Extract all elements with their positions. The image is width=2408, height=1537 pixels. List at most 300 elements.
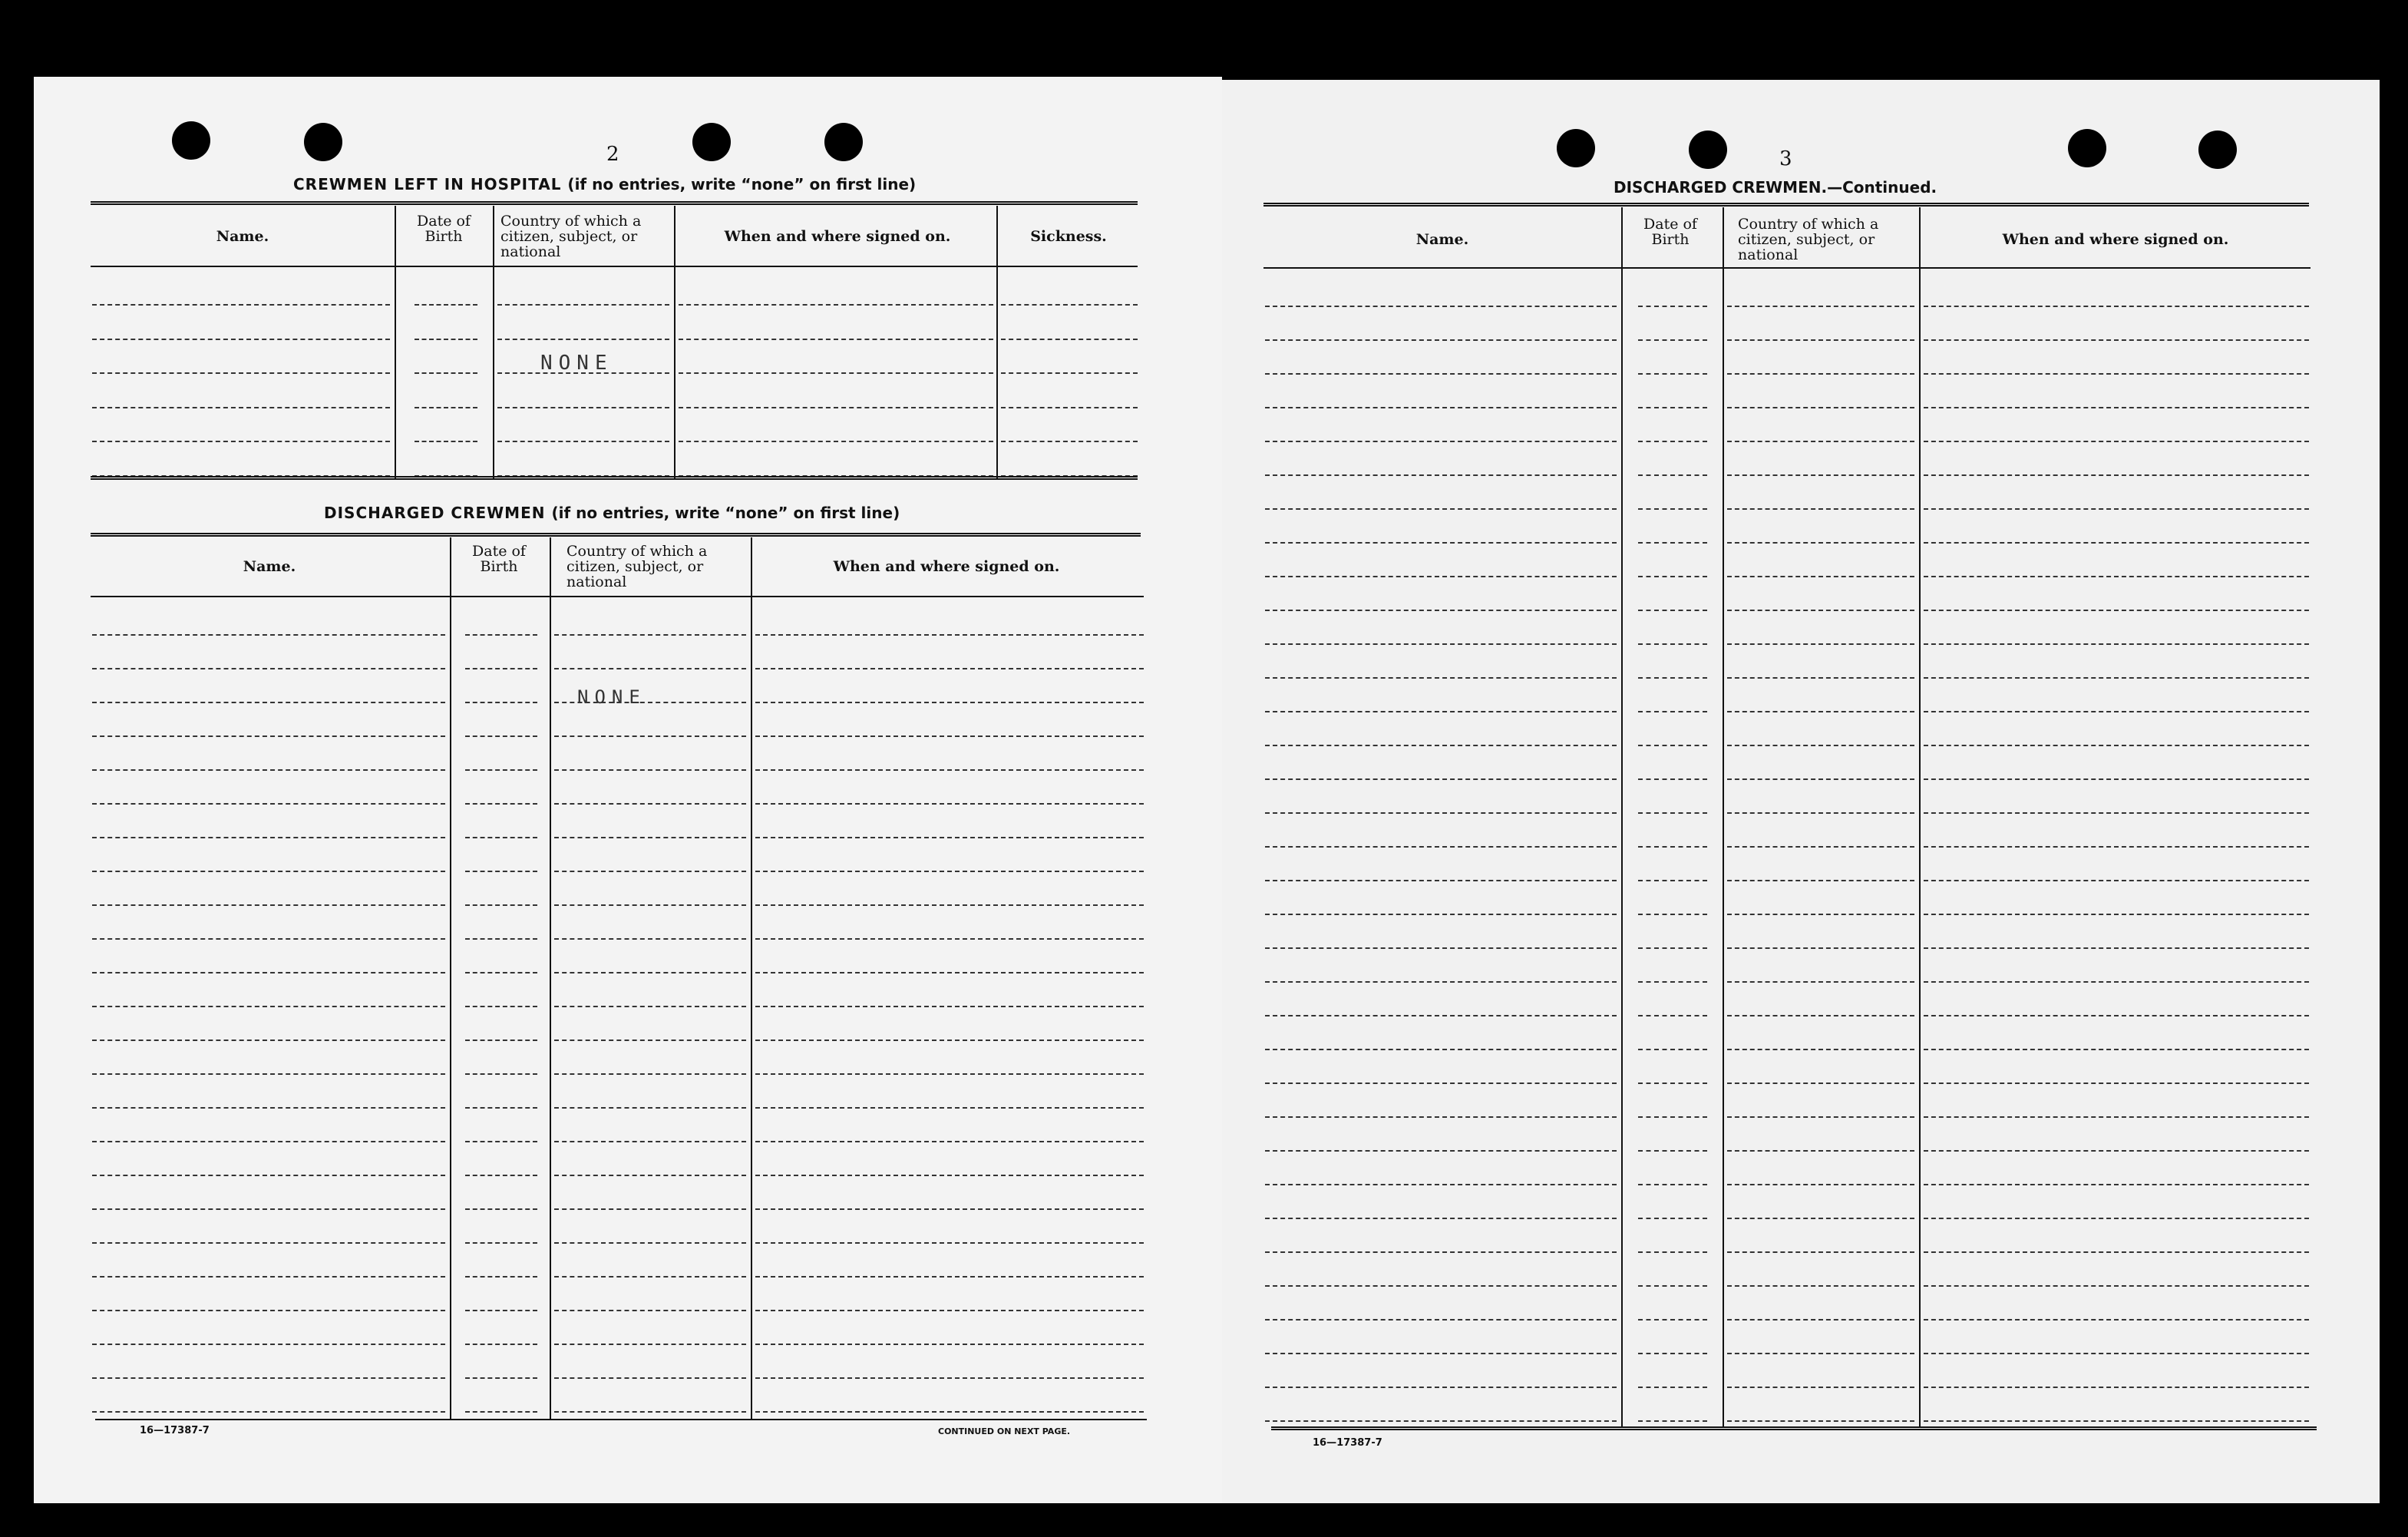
form-number: 16—17387-7 xyxy=(140,1425,210,1436)
ruled-line xyxy=(755,1006,1144,1007)
ruled-line xyxy=(554,1073,746,1075)
ruled-line xyxy=(1727,1218,1914,1219)
ruled-line xyxy=(497,339,669,340)
ruled-line xyxy=(465,1175,537,1176)
ruled-line xyxy=(755,668,1144,669)
ruled-line xyxy=(1638,1116,1707,1118)
right-header-rule xyxy=(1263,267,2311,269)
ruled-line xyxy=(1265,812,1617,814)
ruled-line xyxy=(1638,306,1707,307)
ruled-line xyxy=(554,1006,746,1007)
ruled-line xyxy=(1924,1420,2309,1422)
ruled-line xyxy=(554,972,746,973)
hospital-col-divider xyxy=(996,206,998,479)
ruled-line xyxy=(1727,306,1914,307)
ruled-line xyxy=(92,1411,445,1413)
ruled-line xyxy=(554,1175,746,1176)
ruled-line xyxy=(92,1107,445,1109)
ruled-line xyxy=(679,441,993,442)
hospital-table-top-rule xyxy=(91,201,1138,205)
ruled-line xyxy=(1727,947,1914,949)
ruled-line xyxy=(1638,508,1707,510)
ruled-line xyxy=(755,1242,1144,1244)
ruled-line xyxy=(1638,1049,1707,1050)
ruled-line xyxy=(1727,1251,1914,1253)
ruled-line xyxy=(755,938,1144,940)
ruled-line xyxy=(92,769,445,771)
ruled-line xyxy=(755,1276,1144,1278)
ruled-line xyxy=(92,634,445,636)
discharged-col-country: Country of which a citizen, subject, or national xyxy=(566,543,708,590)
ruled-line xyxy=(1924,1319,2309,1320)
ruled-line xyxy=(755,803,1144,805)
ruled-line xyxy=(1638,812,1707,814)
ruled-line xyxy=(1727,1319,1914,1320)
ruled-line xyxy=(1265,407,1617,408)
ruled-line xyxy=(1265,677,1617,679)
ruled-line xyxy=(1638,846,1707,848)
ruled-line xyxy=(1265,1150,1617,1152)
discharged-title-subtitle: (if no entries, write “none” on first line) xyxy=(551,504,900,522)
ruled-line xyxy=(1924,610,2309,611)
ruled-line xyxy=(755,1073,1144,1075)
ruled-line xyxy=(554,769,746,771)
ruled-line xyxy=(554,1040,746,1041)
ruled-line xyxy=(1638,981,1707,983)
ruled-line xyxy=(554,1208,746,1210)
ruled-line xyxy=(465,1344,537,1345)
ruled-line xyxy=(1638,373,1707,375)
ruled-line xyxy=(415,372,477,374)
ruled-line xyxy=(1727,441,1914,442)
ruled-line xyxy=(554,1344,746,1345)
ruled-line xyxy=(1638,677,1707,679)
ruled-line xyxy=(755,1344,1144,1345)
ruled-line xyxy=(1265,745,1617,746)
ruled-line xyxy=(92,304,390,306)
punch-hole xyxy=(304,123,342,161)
ruled-line xyxy=(1265,373,1617,375)
ruled-line xyxy=(92,735,445,737)
ruled-line xyxy=(1265,1116,1617,1118)
ruled-line xyxy=(1727,1285,1914,1287)
ruled-line xyxy=(554,938,746,940)
ruled-line xyxy=(1265,711,1617,712)
ruled-line xyxy=(1638,778,1707,780)
ruled-line xyxy=(755,837,1144,838)
ruled-line xyxy=(465,1411,537,1413)
ruled-line xyxy=(1924,947,2309,949)
ruled-line xyxy=(1924,373,2309,375)
ruled-line xyxy=(1727,914,1914,915)
ruled-line xyxy=(1265,474,1617,476)
ruled-line xyxy=(1727,1116,1914,1118)
ruled-line xyxy=(1265,1387,1617,1388)
ruled-line xyxy=(92,1242,445,1244)
ruled-line xyxy=(92,972,445,973)
continued-note: CONTINUED ON NEXT PAGE. xyxy=(938,1426,1071,1436)
right-table-bottom-rule xyxy=(1271,1426,2317,1430)
discharged-col-divider xyxy=(450,537,451,1419)
ruled-line xyxy=(1924,339,2309,341)
hospital-col-divider xyxy=(493,206,494,479)
ruled-line xyxy=(465,1377,537,1379)
ruled-line xyxy=(465,1242,537,1244)
discharged-table-bottom-rule xyxy=(95,1419,1147,1420)
ruled-line xyxy=(755,972,1144,973)
punch-hole xyxy=(1689,131,1727,169)
ruled-line xyxy=(497,441,669,442)
ruled-line xyxy=(92,1276,445,1278)
ruled-line xyxy=(1265,1218,1617,1219)
left-page xyxy=(34,77,1222,1503)
ruled-line xyxy=(92,1141,445,1142)
right-col-signed: When and where signed on. xyxy=(2002,231,2229,248)
hospital-title-subtitle: (if no entries, write “none” on first line) xyxy=(567,175,917,193)
ruled-line xyxy=(465,702,537,703)
ruled-line xyxy=(1727,1420,1914,1422)
ruled-line xyxy=(92,871,445,872)
ruled-line xyxy=(465,837,537,838)
ruled-line xyxy=(679,372,993,374)
ruled-line xyxy=(1924,1387,2309,1388)
ruled-line xyxy=(1924,846,2309,848)
discharged-none-stamp: NONE xyxy=(577,686,646,708)
ruled-line xyxy=(755,769,1144,771)
ruled-line xyxy=(1265,1420,1617,1422)
ruled-line xyxy=(1924,745,2309,746)
ruled-line xyxy=(1727,677,1914,679)
ruled-line xyxy=(465,904,537,906)
ruled-line xyxy=(554,904,746,906)
ruled-line xyxy=(92,339,390,340)
ruled-line xyxy=(1727,778,1914,780)
ruled-line xyxy=(1924,812,2309,814)
ruled-line xyxy=(1265,1251,1617,1253)
hospital-title-text: CREWMEN LEFT IN HOSPITAL xyxy=(293,175,562,193)
ruled-line xyxy=(1924,677,2309,679)
ruled-line xyxy=(755,1175,1144,1176)
ruled-line xyxy=(1638,339,1707,341)
ruled-line xyxy=(92,837,445,838)
ruled-line xyxy=(1924,407,2309,408)
ruled-line xyxy=(465,972,537,973)
discharged-col-dob: Date of Birth xyxy=(472,543,526,575)
ruled-line xyxy=(1638,474,1707,476)
ruled-line xyxy=(92,1377,445,1379)
hospital-section-title xyxy=(293,175,916,193)
ruled-line xyxy=(1924,508,2309,510)
ruled-line xyxy=(1727,846,1914,848)
ruled-line xyxy=(465,1073,537,1075)
ruled-line xyxy=(1265,542,1617,544)
hospital-table-bottom-rule xyxy=(91,476,1138,480)
ruled-line xyxy=(1638,610,1707,611)
discharged-section-title xyxy=(324,504,900,522)
ruled-line xyxy=(1638,1083,1707,1084)
ruled-line xyxy=(1638,1387,1707,1388)
punch-hole xyxy=(2068,129,2106,167)
hospital-header-rule xyxy=(91,266,1138,267)
ruled-line xyxy=(1924,778,2309,780)
ruled-line xyxy=(92,702,445,703)
ruled-line xyxy=(554,1141,746,1142)
ruled-line xyxy=(1265,1049,1617,1050)
discharged-table-top-rule xyxy=(91,533,1141,537)
hospital-none-stamp: NONE xyxy=(540,352,613,375)
ruled-line xyxy=(497,407,669,408)
form-number: 16—17387-7 xyxy=(1313,1437,1382,1449)
ruled-line xyxy=(92,441,390,442)
ruled-line xyxy=(1638,1420,1707,1422)
ruled-line xyxy=(1727,508,1914,510)
ruled-line xyxy=(1924,880,2309,881)
ruled-line xyxy=(1727,610,1914,611)
ruled-line xyxy=(1727,1387,1914,1388)
hospital-col-divider xyxy=(395,206,396,479)
ruled-line xyxy=(465,871,537,872)
ruled-line xyxy=(1265,1319,1617,1320)
ruled-line xyxy=(1265,610,1617,611)
ruled-line xyxy=(1727,1353,1914,1354)
hospital-col-dob: Date of Birth xyxy=(417,213,471,245)
page-number: 2 xyxy=(606,143,619,166)
right-table-top-rule xyxy=(1263,203,2309,207)
ruled-line xyxy=(465,1141,537,1142)
ruled-line xyxy=(465,938,537,940)
ruled-line xyxy=(1727,1015,1914,1016)
punch-hole xyxy=(2198,131,2237,169)
ruled-line xyxy=(415,441,477,442)
ruled-line xyxy=(1727,1083,1914,1084)
ruled-line xyxy=(554,668,746,669)
ruled-line xyxy=(1638,914,1707,915)
ruled-line xyxy=(415,339,477,340)
ruled-line xyxy=(755,871,1144,872)
ruled-line xyxy=(92,407,390,408)
ruled-line xyxy=(755,735,1144,737)
ruled-line xyxy=(1727,745,1914,746)
ruled-line xyxy=(554,735,746,737)
punch-hole xyxy=(692,123,731,161)
ruled-line xyxy=(92,1175,445,1176)
ruled-line xyxy=(1001,339,1138,340)
ruled-line xyxy=(1638,407,1707,408)
ruled-line xyxy=(1924,542,2309,544)
ruled-line xyxy=(92,904,445,906)
ruled-line xyxy=(554,1107,746,1109)
ruled-line xyxy=(92,1344,445,1345)
right-col-name: Name. xyxy=(1415,231,1469,248)
ruled-line xyxy=(1727,373,1914,375)
ruled-line xyxy=(1001,441,1138,442)
ruled-line xyxy=(1638,1319,1707,1320)
ruled-line xyxy=(1924,1184,2309,1185)
ruled-line xyxy=(1001,372,1138,374)
right-page xyxy=(1222,80,2380,1503)
ruled-line xyxy=(1638,1150,1707,1152)
right-col-divider xyxy=(1919,207,1921,1428)
ruled-line xyxy=(554,1377,746,1379)
ruled-line xyxy=(1638,745,1707,746)
discharged-continued-title-text: DISCHARGED CREWMEN. xyxy=(1614,178,1828,197)
hospital-col-signed: When and where signed on. xyxy=(724,228,951,245)
ruled-line xyxy=(1727,981,1914,983)
ruled-line xyxy=(1727,474,1914,476)
ruled-line xyxy=(92,1006,445,1007)
ruled-line xyxy=(1265,576,1617,577)
discharged-col-divider xyxy=(550,537,551,1419)
ruled-line xyxy=(1638,1015,1707,1016)
ruled-line xyxy=(1265,1184,1617,1185)
ruled-line xyxy=(755,1411,1144,1413)
ruled-line xyxy=(465,1006,537,1007)
ruled-line xyxy=(1265,643,1617,645)
ruled-line xyxy=(755,1040,1144,1041)
discharged-continued-suffix: —Continued. xyxy=(1827,178,1937,197)
ruled-line xyxy=(1638,542,1707,544)
ruled-line xyxy=(755,1107,1144,1109)
ruled-line xyxy=(92,1310,445,1311)
ruled-line xyxy=(1638,441,1707,442)
hospital-col-divider xyxy=(674,206,675,479)
hospital-col-sickness: Sickness. xyxy=(1030,228,1107,245)
ruled-line xyxy=(1924,1353,2309,1354)
ruled-line xyxy=(1638,1251,1707,1253)
ruled-line xyxy=(554,871,746,872)
ruled-line xyxy=(1727,339,1914,341)
ruled-line xyxy=(415,407,477,408)
ruled-line xyxy=(554,1242,746,1244)
ruled-line xyxy=(1265,947,1617,949)
ruled-line xyxy=(1638,947,1707,949)
ruled-line xyxy=(497,304,669,306)
ruled-line xyxy=(1265,306,1617,307)
ruled-line xyxy=(554,1310,746,1311)
ruled-line xyxy=(1001,304,1138,306)
ruled-line xyxy=(1265,981,1617,983)
ruled-line xyxy=(1265,846,1617,848)
ruled-line xyxy=(679,339,993,340)
ruled-line xyxy=(1265,1285,1617,1287)
ruled-line xyxy=(92,938,445,940)
ruled-line xyxy=(1727,407,1914,408)
ruled-line xyxy=(1924,474,2309,476)
ruled-line xyxy=(1727,1150,1914,1152)
hospital-col-country: Country of which a citizen, subject, or national xyxy=(500,213,642,260)
ruled-line xyxy=(755,904,1144,906)
ruled-line xyxy=(465,769,537,771)
punch-hole xyxy=(824,123,863,161)
ruled-line xyxy=(1924,1218,2309,1219)
ruled-line xyxy=(465,803,537,805)
ruled-line xyxy=(1924,1150,2309,1152)
ruled-line xyxy=(1638,1353,1707,1354)
ruled-line xyxy=(1924,576,2309,577)
ruled-line xyxy=(554,803,746,805)
ruled-line xyxy=(1727,576,1914,577)
ruled-line xyxy=(92,1073,445,1075)
punch-hole xyxy=(172,121,210,160)
ruled-line xyxy=(554,1411,746,1413)
ruled-line xyxy=(755,1208,1144,1210)
ruled-line xyxy=(1924,1285,2309,1287)
page-number: 3 xyxy=(1779,147,1792,170)
ruled-line xyxy=(415,304,477,306)
ruled-line xyxy=(1924,441,2309,442)
discharged-header-rule xyxy=(91,596,1144,597)
hospital-col-name: Name. xyxy=(216,228,269,245)
ruled-line xyxy=(1265,914,1617,915)
ruled-line xyxy=(554,837,746,838)
ruled-line xyxy=(1638,1285,1707,1287)
ruled-line xyxy=(1265,508,1617,510)
ruled-line xyxy=(755,702,1144,703)
ruled-line xyxy=(1924,1015,2309,1016)
ruled-line xyxy=(755,1377,1144,1379)
ruled-line xyxy=(1265,1083,1617,1084)
ruled-line xyxy=(1638,643,1707,645)
ruled-line xyxy=(554,634,746,636)
ruled-line xyxy=(1727,542,1914,544)
ruled-line xyxy=(1727,812,1914,814)
ruled-line xyxy=(92,1040,445,1041)
ruled-line xyxy=(755,1141,1144,1142)
ruled-line xyxy=(1638,576,1707,577)
ruled-line xyxy=(1265,880,1617,881)
ruled-line xyxy=(679,407,993,408)
ruled-line xyxy=(1924,1049,2309,1050)
ruled-line xyxy=(1924,643,2309,645)
ruled-line xyxy=(1265,1353,1617,1354)
ruled-line xyxy=(1727,880,1914,881)
ruled-line xyxy=(92,803,445,805)
punch-hole xyxy=(1557,129,1595,167)
ruled-line xyxy=(755,634,1144,636)
right-col-divider xyxy=(1621,207,1623,1428)
ruled-line xyxy=(755,1310,1144,1311)
discharged-col-signed: When and where signed on. xyxy=(833,558,1060,575)
ruled-line xyxy=(1265,1015,1617,1016)
ruled-line xyxy=(1727,1184,1914,1185)
ruled-line xyxy=(1265,339,1617,341)
discharged-col-name: Name. xyxy=(243,558,296,575)
ruled-line xyxy=(92,1208,445,1210)
ruled-line xyxy=(465,735,537,737)
ruled-line xyxy=(1638,1218,1707,1219)
ruled-line xyxy=(1924,1116,2309,1118)
ruled-line xyxy=(1924,914,2309,915)
ruled-line xyxy=(679,304,993,306)
ruled-line xyxy=(465,668,537,669)
ruled-line xyxy=(1924,711,2309,712)
ruled-line xyxy=(465,1310,537,1311)
ruled-line xyxy=(1638,1184,1707,1185)
ruled-line xyxy=(1265,778,1617,780)
ruled-line xyxy=(1727,643,1914,645)
ruled-line xyxy=(465,634,537,636)
ruled-line xyxy=(92,372,390,374)
ruled-line xyxy=(1265,441,1617,442)
discharged-col-divider xyxy=(751,537,752,1419)
discharged-continued-title xyxy=(1614,178,1937,197)
right-col-country: Country of which a citizen, subject, or national xyxy=(1738,216,1879,263)
ruled-line xyxy=(1727,1049,1914,1050)
right-col-divider xyxy=(1723,207,1724,1428)
ruled-line xyxy=(465,1107,537,1109)
ruled-line xyxy=(1924,306,2309,307)
discharged-title-text: DISCHARGED CREWMEN xyxy=(324,504,546,522)
